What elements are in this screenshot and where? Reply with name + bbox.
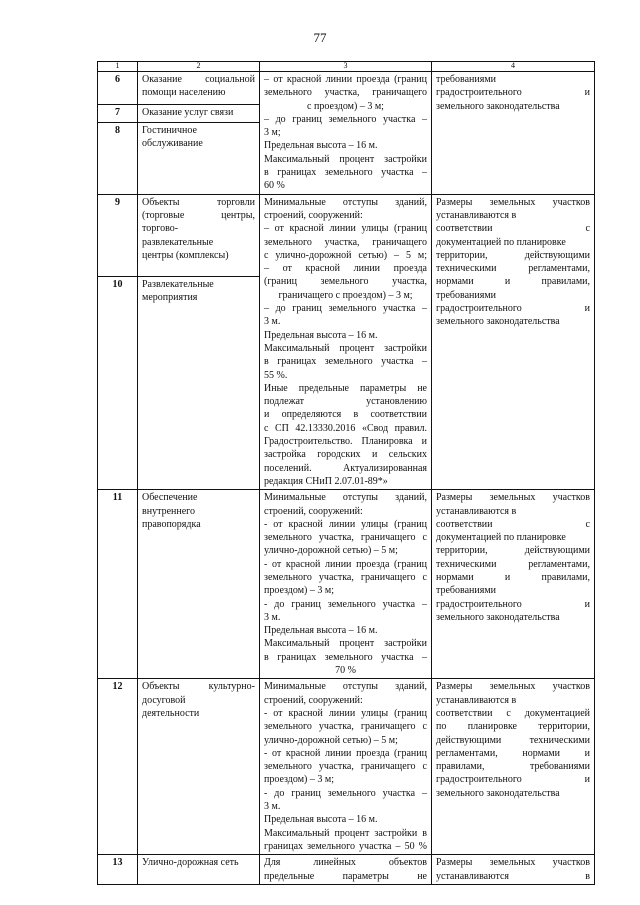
text-line: Оказание социальной — [142, 74, 255, 85]
notes-cell-13 — [432, 855, 595, 885]
text-line: (границ земельного участка, — [264, 276, 427, 288]
text-line: 60 % — [264, 180, 285, 192]
text-line: земельного участка, граничащего с — [264, 571, 427, 583]
text-line: Улично-дорожная сеть — [142, 857, 239, 869]
text-line: действующими техническими — [436, 734, 590, 746]
text-line: Иные предельные параметры не — [264, 382, 427, 394]
header-col-4: 4 — [432, 62, 595, 72]
text-line: соответствии с документацией — [436, 707, 590, 719]
row-number: 7 — [98, 104, 138, 122]
text-line: – до границ земельного участка – — [264, 113, 427, 125]
text-line: – от красной линии проезда — [264, 263, 427, 275]
text-line: градостроительного и — [436, 303, 590, 315]
text-line: Гостиничное — [142, 124, 197, 136]
text-line: Максимальный процент застройки в — [264, 827, 427, 839]
text-line: предельные параметры не — [264, 870, 427, 882]
use-name — [138, 72, 260, 105]
text-line: земельного участка, граничащего — [264, 87, 427, 99]
text-line: досуговой — [142, 694, 186, 706]
text-line: подлежат установлению — [264, 396, 427, 408]
text-line: – до границ земельного участка – — [264, 303, 427, 315]
row-number: 12 — [98, 679, 138, 855]
use-name — [138, 490, 260, 679]
text-line: граничащего с проездом) – 3 м; — [278, 289, 413, 301]
use-name — [138, 122, 260, 194]
text-line: застройка городских и сельских — [264, 449, 427, 461]
text-line: Предельная высота – 16 м. — [264, 329, 378, 341]
text-line: центры (комплексы) — [142, 249, 229, 261]
header-col-1: 1 — [98, 62, 138, 72]
row-number: 13 — [98, 855, 138, 885]
table-row-6 — [98, 72, 595, 105]
text-line: мероприятия — [142, 291, 198, 303]
text-line: земельного законодательства — [436, 316, 560, 328]
text-line: Минимальные отступы зданий, — [264, 681, 427, 693]
text-line: - до границ земельного участка – — [264, 598, 427, 610]
text-line: требованиями — [436, 289, 497, 301]
text-line: техническими регламентами, — [436, 263, 590, 275]
text-line: Максимальный процент застройки — [264, 153, 427, 165]
text-line: 55 %. — [264, 369, 288, 381]
text-line: Минимальные отступы зданий, — [264, 196, 427, 208]
text-line: документацией по планировке — [436, 532, 566, 544]
text-line: 3 м. — [264, 801, 281, 813]
text-line: Размеры земельных участков — [436, 492, 590, 504]
text-line: строений, сооружений: — [264, 209, 363, 221]
text-line: земельного законодательства — [436, 611, 560, 623]
text-line: Развлекательные — [142, 278, 214, 290]
text-line: - от красной линии улицы (границ — [264, 707, 427, 719]
text-line: – от красной линии улицы (границ — [264, 223, 427, 235]
text-line: Размеры земельных участков — [436, 857, 590, 869]
text-line: территории, действующими — [436, 545, 590, 557]
text-line: в границах земельного участка – — [264, 167, 427, 179]
text-line: правилами, требованиями — [436, 761, 590, 773]
text-line: - от красной линии проезда (границ — [264, 747, 427, 759]
text-line: Для линейных объектов — [264, 857, 427, 869]
text-line: градостроительного и — [436, 774, 590, 786]
text-line: торгово- — [142, 223, 179, 235]
text-line: по планировке территории, — [436, 721, 590, 733]
zoning-parameters-table — [97, 61, 595, 885]
text-line: строений, сооружений: — [264, 505, 363, 517]
notes-cell-12 — [432, 679, 595, 855]
use-name — [138, 679, 260, 855]
text-line: с улично-дорожной сетью) – 5 м; — [264, 249, 427, 261]
parameters-cell-9-10 — [260, 194, 432, 490]
text-line: помощи населению — [142, 87, 226, 99]
text-line: требованиями — [436, 585, 497, 597]
text-line: 3 м; — [264, 127, 281, 139]
text-line: деятельности — [142, 707, 200, 719]
text-line: Предельная высота – 16 м. — [264, 140, 378, 152]
text-line: 3 м. — [264, 611, 281, 623]
text-line: Объекты торговли — [142, 196, 255, 208]
table-row-13 — [98, 855, 595, 885]
parameters-cell-13 — [260, 855, 432, 885]
text-line: Максимальный процент застройки — [264, 638, 427, 650]
row-number: 6 — [98, 72, 138, 105]
text-line: - от красной линии проезда (границ — [264, 558, 427, 570]
text-line: развлекательные — [142, 236, 214, 248]
use-name — [138, 855, 260, 885]
row-number: 11 — [98, 490, 138, 679]
table-row-12 — [98, 679, 595, 855]
text-line: земельного участка, граничащего с — [264, 721, 427, 733]
text-line: Объекты культурно- — [142, 681, 255, 693]
text-line: редакция СНиП 2.07.01-89*» — [264, 475, 388, 487]
text-line: устанавливаются в — [436, 209, 517, 221]
text-line: границах земельного участка – 50 % — [264, 840, 427, 852]
table-row-9 — [98, 194, 595, 276]
text-line: устанавливаются в — [436, 694, 517, 706]
text-line: строений, сооружений: — [264, 694, 363, 706]
text-line: - до границ земельного участка – — [264, 787, 427, 799]
text-line: (торговые центры, — [142, 209, 255, 221]
page-number: 77 — [313, 30, 327, 45]
row-number: 9 — [98, 194, 138, 276]
text-line: с проездом) – 3 м; — [307, 100, 384, 112]
text-line: земельного участка, граничащего с — [264, 532, 427, 544]
text-line: устанавливаются в — [436, 870, 590, 882]
notes-cell-11 — [432, 490, 595, 679]
text-line: в границах земельного участка – — [264, 651, 427, 663]
text-line: Размеры земельных участков — [436, 681, 590, 693]
text-line: и определяются в соответствии — [264, 409, 427, 421]
text-line: Обеспечение — [142, 492, 198, 504]
text-line: документацией по планировке — [436, 236, 566, 248]
header-col-2: 2 — [138, 62, 260, 72]
text-line: 3 м. — [264, 316, 281, 328]
text-line: регламентами, нормами и — [436, 747, 590, 759]
parameters-cell-11 — [260, 490, 432, 679]
text-line: Градостроительство. Планировка и — [264, 436, 427, 448]
notes-cell-6-8 — [432, 72, 595, 195]
row-number: 8 — [98, 122, 138, 194]
text-line: правопорядка — [142, 518, 201, 530]
text-line: проездом) – 3 м; — [264, 774, 334, 786]
text-line: нормами и правилами, — [436, 571, 590, 583]
text-line: в границах земельного участка – — [264, 356, 427, 368]
text-line: Оказание услуг связи — [142, 106, 234, 118]
text-line: поселений. Актуализированная — [264, 462, 427, 474]
text-line: проездом) – 3 м; — [264, 585, 334, 597]
text-line: требованиями — [436, 74, 497, 85]
notes-cell-9-10 — [432, 194, 595, 490]
text-line: территории, действующими — [436, 249, 590, 261]
header-col-3: 3 — [260, 62, 432, 72]
table-header-row — [98, 62, 595, 72]
text-line: Размеры земельных участков — [436, 196, 590, 208]
text-line: Предельная высота – 16 м. — [264, 625, 378, 637]
text-line: Минимальные отступы зданий, — [264, 492, 427, 504]
text-line: улично-дорожной сетью) – 5 м; — [264, 545, 398, 557]
text-line: техническими регламентами, — [436, 558, 590, 570]
text-line: нормами и правилами, — [436, 276, 590, 288]
use-name — [138, 194, 260, 276]
parameters-cell-12 — [260, 679, 432, 855]
text-line: градостроительного и — [436, 598, 590, 610]
text-line: - от красной линии улицы (границ — [264, 518, 427, 530]
table-row-11 — [98, 490, 595, 679]
text-line: градостроительного и — [436, 87, 590, 99]
text-line: 70 % — [335, 665, 356, 677]
text-line: земельного участка, граничащего с — [264, 761, 427, 773]
text-line: земельного участка, граничащего — [264, 236, 427, 248]
use-name — [138, 104, 260, 122]
text-line: Предельная высота – 16 м. — [264, 814, 378, 826]
text-line: устанавливаются в — [436, 505, 517, 517]
parameters-cell-6-8 — [260, 72, 432, 195]
text-line: соответствии с — [436, 518, 590, 530]
text-line: земельного законодательства — [436, 787, 560, 799]
use-name — [138, 276, 260, 490]
row-number: 10 — [98, 276, 138, 490]
text-line: улично-дорожной сетью) – 5 м; — [264, 734, 398, 746]
text-line: соответствии с — [436, 223, 590, 235]
text-line: – от красной линии проезда (границ — [264, 74, 427, 85]
text-line: с СП 42.13330.2016 «Свод правил. — [264, 422, 427, 434]
text-line: внутреннего — [142, 505, 195, 517]
text-line: земельного законодательства — [436, 100, 560, 112]
text-line: Максимальный процент застройки — [264, 342, 427, 354]
text-line: обслуживание — [142, 137, 203, 149]
